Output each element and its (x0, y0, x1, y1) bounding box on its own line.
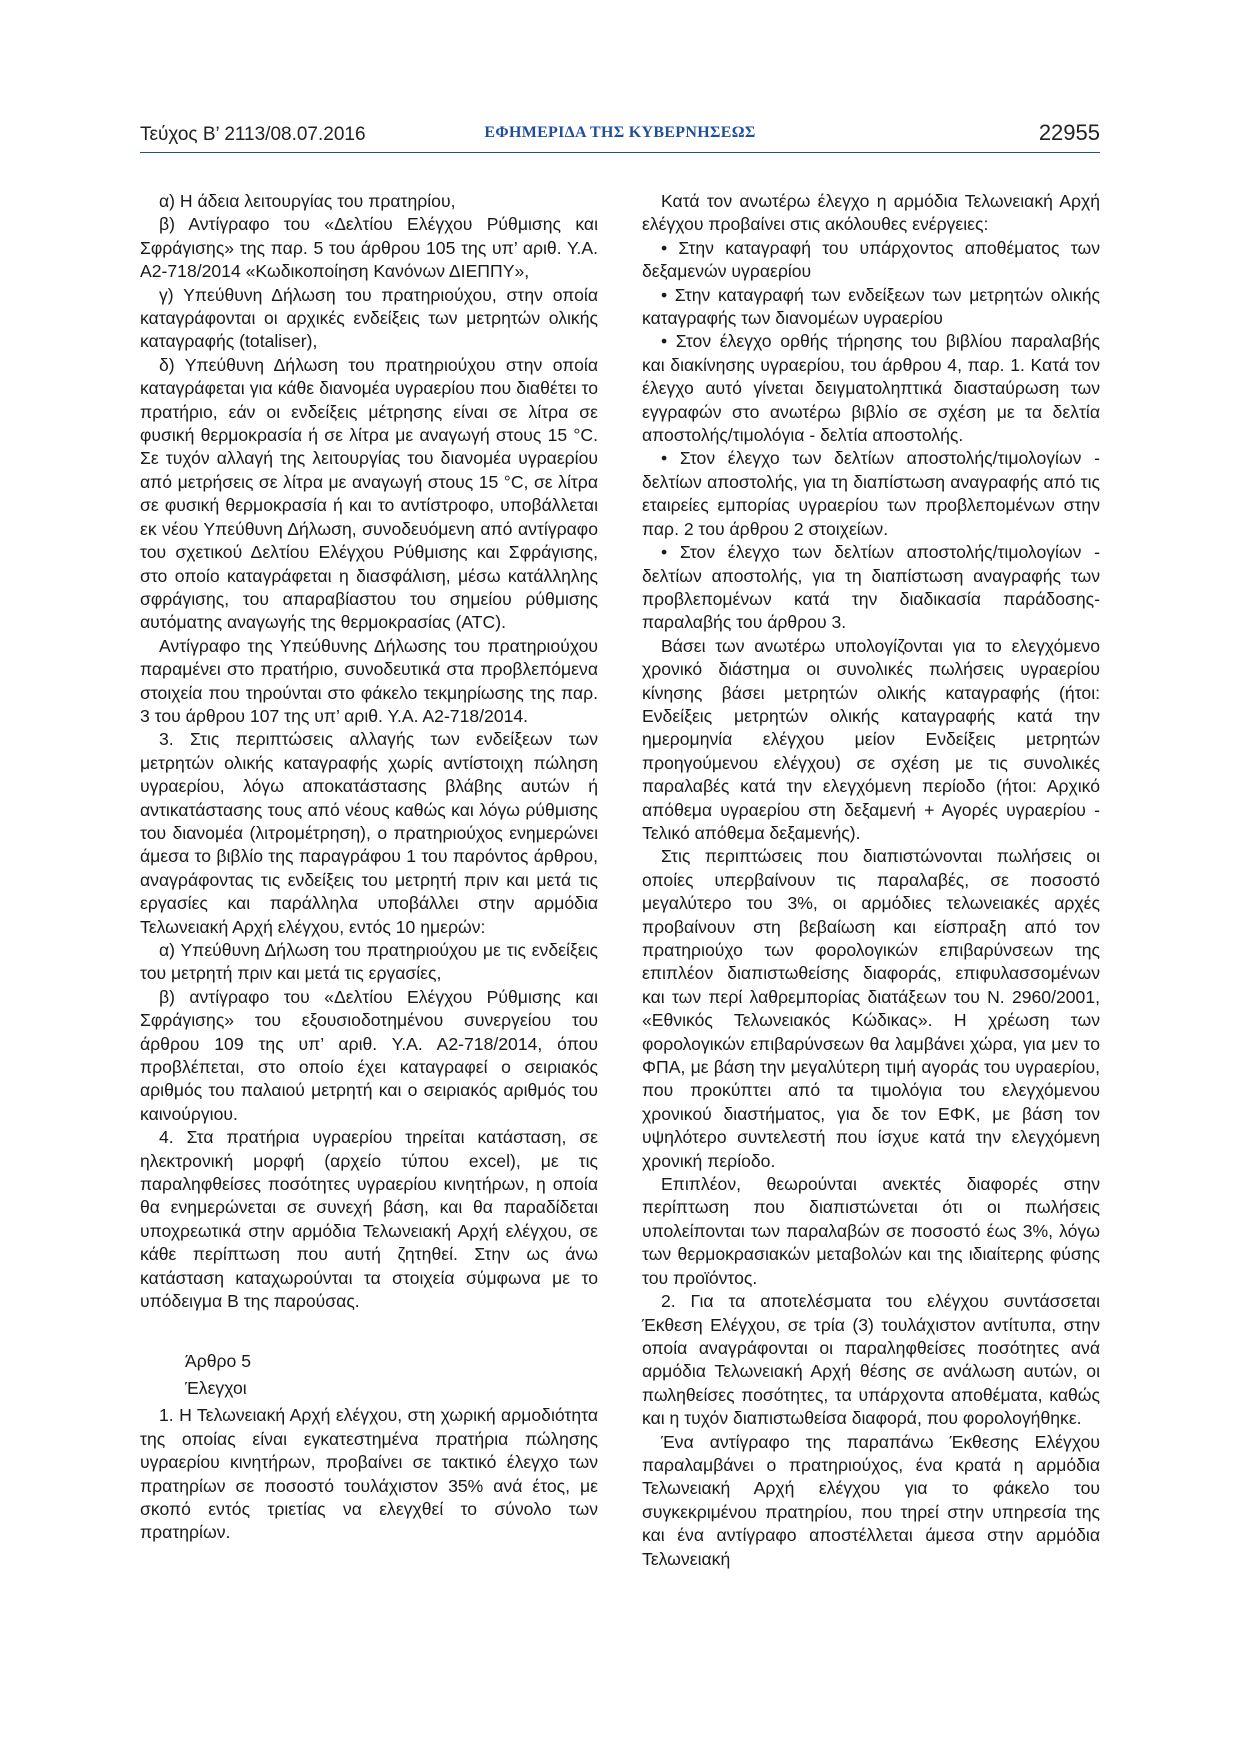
bullet-item: • Στον έλεγχο των δελτίων αποστολής/τιμολογίων - δελτίων αποστολής, για τη διαπίστωση αναγραφής των προβλεπομένων κατά την διαδικασία παράδοσης-παραλαβής του άρθρου 3. (642, 542, 1100, 633)
paragraph: α) Υπεύθυνη Δήλωση του πρατηριούχου με τις ενδείξεις του μετρητή πριν και μετά τις εργασίες, (140, 940, 598, 984)
header-rule (140, 152, 1100, 153)
paragraph: Βάσει των ανωτέρω υπολογίζονται για το ελεγχόμενο χρονικό διάστημα οι συνολικές πωλήσεις υγραερίου κίνησης βάσει μετρητών ολικής καταγραφής (ήτοι: Ενδείξεις μετρητών ολικής καταγραφής κατά την ημερομηνία ελέγχου μείον Ενδείξεις μετρητών προηγούμενου ελέγχου) σε σχέση με τις συνολικές παραλαβές κατά την ελεγχόμενη περίοδο (ήτοι: Αρχικό απόθεμα υγραερίου στη δεξαμενή + Αγορές υγραερίου - Τελικό απόθεμα δεξαμενής). (642, 635, 1100, 843)
paragraph: Επιπλέον, θεωρούνται ανεκτές διαφορές στην περίπτωση που διαπιστώνεται ότι οι πωλήσεις υπολείπονται των παραλαβών σε ποσοστό έως 3%, λόγω των θερμοκρασιακών μεταβολών και της ιδιαίτερης φύσης του προϊόντος. (642, 1174, 1100, 1288)
right-column (642, 190, 1100, 1571)
paragraph: α) Η άδεια λειτουργίας του πρατηρίου, (159, 191, 456, 211)
paragraph: Κατά τον ανωτέρω έλεγχο η αρμόδια Τελωνειακή Αρχή ελέγχου προβαίνει στις ακόλουθες ενέργειες: (642, 191, 1100, 235)
paragraph: 3. Στις περιπτώσεις αλλαγής των ενδείξεων των μετρητών ολικής καταγραφής χωρίς αντίστοιχη πώληση υγραερίου, λόγω αποκατάστασης βλάβης αυτών ή αντικατάστασης τους από νέους καθώς και λόγω ρύθμισης του διανομέα (λιτρομέτρηση), ο πρατηριούχος ενημερώνει άμεσα το βιβλίο της παραγράφου 1 του παρόντος άρθρου, αναγράφοντας τις ενδείξεις του μετρητή πριν και μετά τις εργασίες και παράλληλα υποβάλλει στην αρμόδια Τελωνειακή Αρχή ελέγχου, εντός 10 ημερών: (140, 729, 598, 937)
paragraph: 1. Η Τελωνειακή Αρχή ελέγχου, στη χωρική αρμοδιότητα της οποίας είναι εγκατεστημένα πρατήρια πώλησης υγραερίου κινητήρων, προβαίνει σε τακτικό έλεγχο των πρατηρίων σε ποσοστό τουλάχιστον 35% ανά έτος, με σκοπό εντός τριετίας να ελεγχθεί το σύνολο των πρατηρίων. (140, 1405, 598, 1543)
paragraph: Ένα αντίγραφο της παραπάνω Έκθεσης Ελέγχου παραλαμβάνει ο πρατηριούχος, ένα κρατά η αρμόδια Τελωνειακή Αρχή ελέγχου για το φάκελο του συγκεκριμένου πρατηρίου, που τηρεί στην υπηρεσία της και ένα αντίγραφο αποστέλλεται άμεσα στην αρμόδια Τελωνειακή (642, 1431, 1100, 1569)
bullet-item: • Στον έλεγχο ορθής τήρησης του βιβλίου παραλαβής και διακίνησης υγραερίου, του άρθρου 4, παρ. 1. Κατά τον έλεγχο αυτό γίνεται δειγματοληπτικά διασταύρωση των εγγραφών στο ανωτέρω βιβλίο σε σχέση με τα δελτία αποστολής/τιμολόγια - δελτία αποστολής. (642, 331, 1100, 446)
paragraph: Στις περιπτώσεις που διαπιστώνονται πωλήσεις οι οποίες υπερβαίνουν τις παραλαβές, σε ποσοστό μεγαλύτερο του 3%, οι αρμόδιες τελωνειακές αρχές προβαίνουν στη βεβαίωση και είσπραξη από τον πρατηριούχο των φορολογικών επιβαρύνσεων της επιπλέον διαπιστωθείσης διαφοράς, επιφυλασσομένων και των περί λαθρεμπορίας διατάξεων του Ν. 2960/2001, «Εθνικός Τελωνειακός Κώδικας». Η χρέωση των φορολογικών επιβαρύνσεων θα λαμβάνει χώρα, για μεν το ΦΠΑ, με βάση την μεγαλύτερη τιμή αγοράς του υγραερίου, που προκύπτει από τα τιμολόγια του ελεγχόμενου χρονικού διαστήματος, για δε τον ΕΦΚ, με βάση τον υψηλότερο συντελεστή που ίσχυε κατά την ελεγχόμενη χρονική περίοδο. (642, 846, 1100, 1171)
page-number: 22955 (1038, 120, 1100, 145)
article-number: Άρθρο 5 (185, 1350, 252, 1371)
page-header (140, 120, 1100, 150)
paragraph: β) Αντίγραφο του «Δελτίου Ελέγχου Ρύθμισης και Σφράγισης» της παρ. 5 του άρθρου 105 της υπ’ αριθ. Υ.Α. Α2-718/2014 «Κωδικοποίηση Κανόνων ΔΙΕΠΠΥ», (140, 214, 598, 282)
left-column (140, 190, 598, 1545)
paragraph: γ) Υπεύθυνη Δήλωση του πρατηριούχου, στην οποία καταγράφονται οι αρχικές ενδείξεις των μετρητών ολικής καταγραφής (totaliser), (140, 284, 598, 352)
paragraph: Αντίγραφο της Υπεύθυνης Δήλωσης του πρατηριούχου παραμένει στο πρατήριο, συνοδευτικά στα προβλεπόμενα στοιχεία που τηρούνται στο φάκελο τεκμηρίωσης της παρ. 3 του άρθρου 107 της υπ’ αριθ. Υ.Α. Α2-718/2014. (140, 635, 598, 726)
paragraph: β) αντίγραφο του «Δελτίου Ελέγχου Ρύθμισης και Σφράγισης» του εξουσιοδοτημένου συνεργείου του άρθρου 109 της υπ’ αριθ. Υ.Α. Α2-718/2014, όπου προβλέπεται, στο οποίο έχει καταγραφεί ο σειριακός αριθμός του παλαιού μετρητή και ο σειριακός αριθμός του καινούργιου. (140, 986, 598, 1124)
paragraph: 2. Για τα αποτελέσματα του ελέγχου συντάσσεται Έκθεση Ελέγχου, σε τρία (3) τουλάχιστον αντίτυπα, στην οποία αναγράφονται οι παραληφθείσες ποσότητες ανά αρμόδια Τελωνειακή Αρχή θέσης σε ανάλωση αυτών, οι πωληθείσες ποσότητες, τα υπάρχοντα αποθέματα, καθώς και η τυχόν διαπιστωθείσα διαφορά, που φορολογήθηκε. (642, 1291, 1100, 1429)
issue-reference: Τεύχος Β’ 2113/08.07.2016 (140, 124, 366, 145)
bullet-item: • Στην καταγραφή των ενδείξεων των μετρητών ολικής καταγραφής των διανομέων υγραερίου (642, 284, 1100, 329)
paragraph: 4. Στα πρατήρια υγραερίου τηρείται κατάσταση, σε ηλεκτρονική μορφή (αρχείο τύπου excel), με τις παραληφθείσες ποσότητες υγραερίου κινητήρων, η οποία θα ενημερώνεται σε συνεχή βάση, και θα παραδίδεται υποχρεωτικά στην αρμόδια Τελωνειακή Αρχή ελέγχου, σε κάθε περίπτωση που αυτή ζητηθεί. Στην ως άνω κατάσταση καταχωρούνται τα στοιχεία σύμφωνα με το υπόδειγμα Β της παρούσας. (140, 1127, 598, 1312)
paragraph: δ) Υπεύθυνη Δήλωση του πρατηριούχου στην οποία καταγράφεται για κάθε διανομέα υγραερίου που διαθέτει το πρατήριο, εάν οι ενδείξεις μέτρησης είναι σε λίτρα σε φυσική θερμοκρασία ή σε λίτρα με αναγωγή στους 15 °C. Σε τυχόν αλλαγή της λειτουργίας του διανομέα υγραερίου από μετρήσεις σε λίτρα με αναγωγή στους 15 °C, σε λίτρα σε φυσική θερμοκρασία ή και το αντίστροφο, υποβάλλεται εκ νέου Υπεύθυνη Δήλωση, συνοδευόμενη από αντίγραφο του σχετικού Δελτίου Ελέγχου Ρύθμισης και Σφράγισης, στο οποίο καταγράφεται η διασφάλιση, μέσω κατάλληλης σφράγισης, του απαραβίαστου του σημείου ρύθμισης αυτόματης αναγωγής της θερμοκρασίας (ATC). (140, 354, 598, 633)
article-title: Έλεγχοι (185, 1377, 247, 1398)
gazette-title: ΕΦΗΜΕΡΙΔΑ ΤΗΣ ΚΥΒΕΡΝΗΣΕΩΣ (484, 124, 756, 141)
bullet-item: • Στον έλεγχο των δελτίων αποστολής/τιμολογίων - δελτίων αποστολής, για τη διαπίστωση αναγραφής από τις εταιρείες εμπορίας υγραερίου των προβλεπομένων στην παρ. 2 του άρθρου 2 στοιχείων. (642, 448, 1100, 539)
bullet-item: • Στην καταγραφή του υπάρχοντος αποθέματος των δεξαμενών υγραερίου (642, 237, 1100, 282)
